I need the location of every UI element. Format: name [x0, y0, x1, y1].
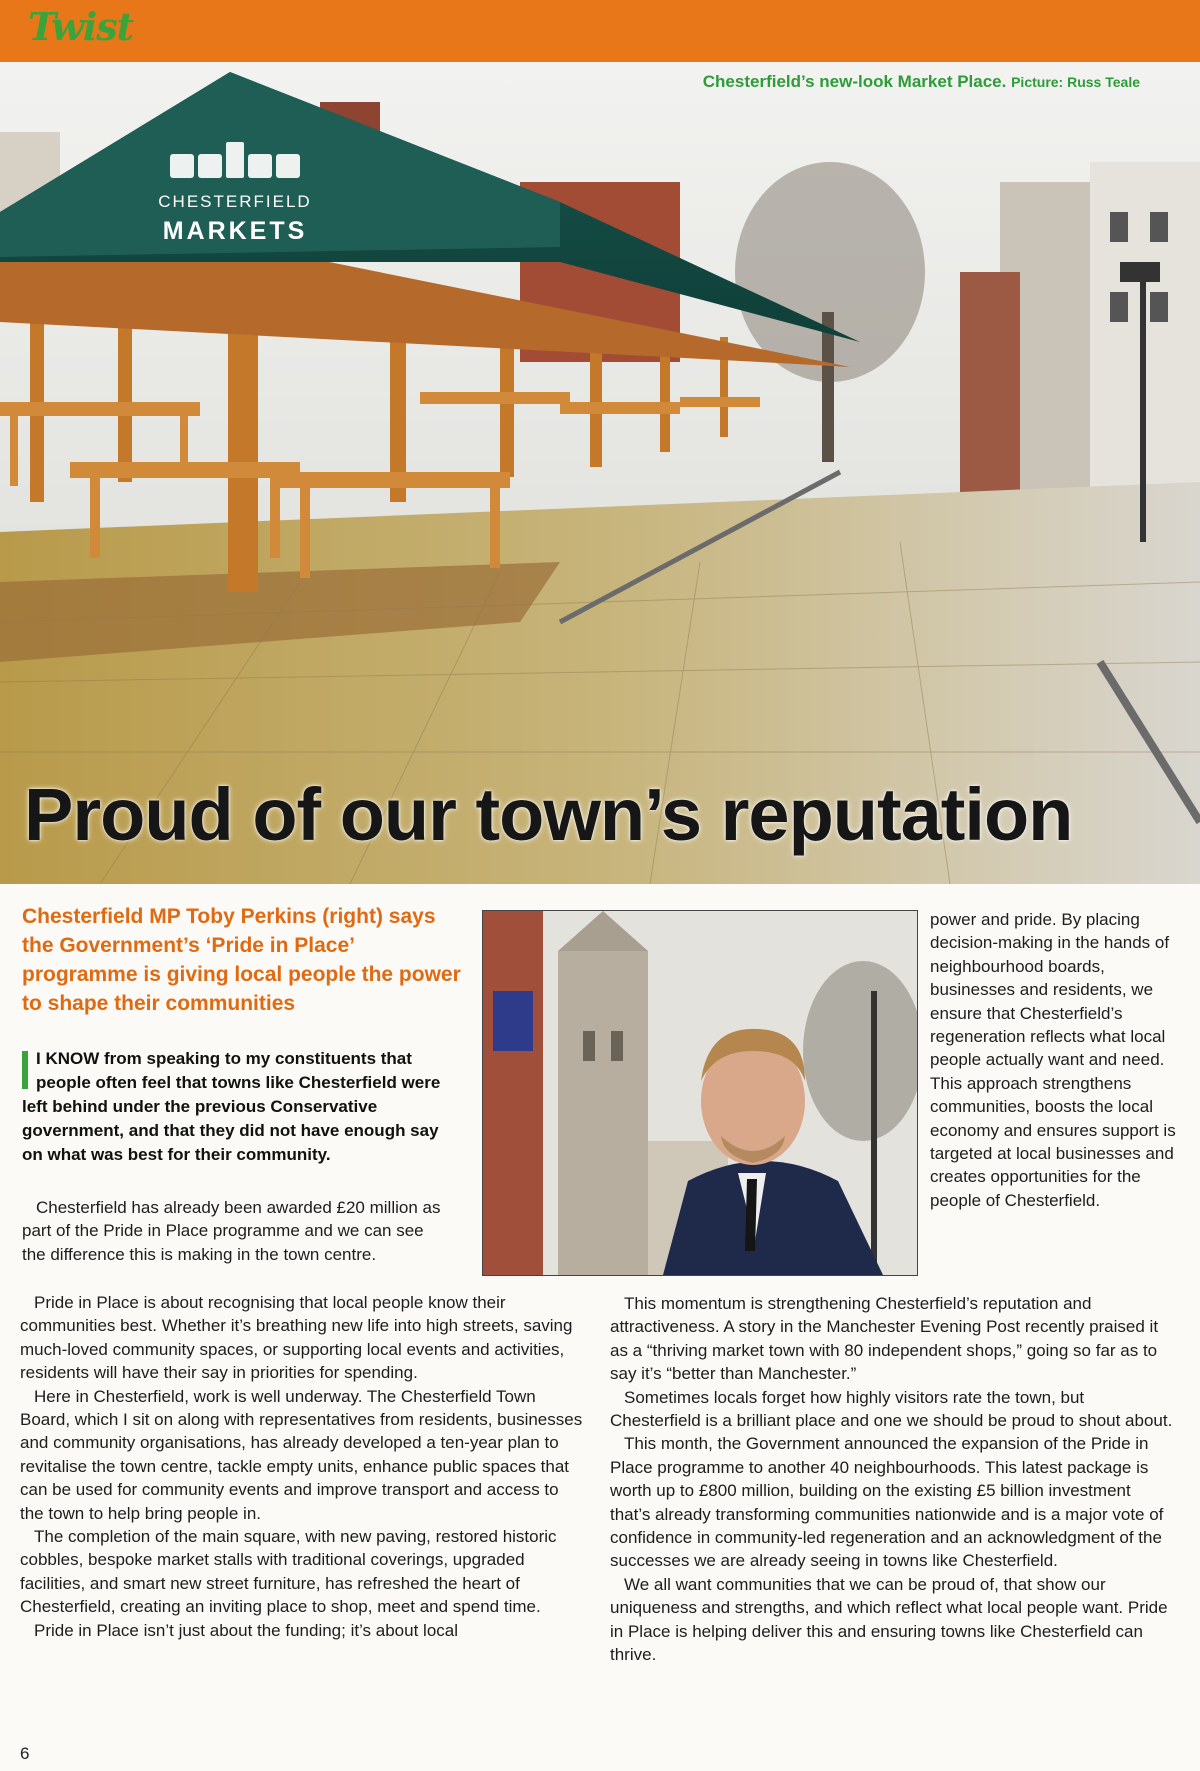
- column-2-narrow: [930, 908, 1180, 1212]
- mp-portrait-photo: [482, 910, 918, 1276]
- drop-cap-bar: [22, 1051, 28, 1089]
- standfirst: Chesterfield MP Toby Perkins (right) says the Government’s ‘Pride in Place’ programme is giving local people the power to shape their communities: [22, 905, 461, 1015]
- page-number: 6: [20, 1744, 30, 1763]
- column-1: [20, 1291, 586, 1642]
- photo-credit: Picture: Russ Teale: [1011, 74, 1140, 90]
- canopy-sign-line2: MARKETS: [162, 217, 308, 245]
- body-paragraph: This momentum is strengthening Chesterfield’s reputation and attractiveness. A story in the Manchester Evening Post recently praised it as a “thriving market town with 80 independent shops,” going so far as to say it’s “better than Manchester.”: [610, 1294, 1159, 1384]
- body-paragraph: Chesterfield has already been awarded £20 million as part of the Pride in Place programme and we can see the difference this is making in the town centre.: [22, 1198, 441, 1264]
- column-1-narrow: [22, 1196, 442, 1266]
- body-paragraph: We all want communities that we can be proud of, that show our uniqueness and strengths, and which reflect what local people want. Pride in Place is helping deliver this and ensuring towns like Chesterfield can thrive.: [610, 1574, 1168, 1665]
- market-place-illustration: [0, 62, 1200, 884]
- portrait-illustration: [483, 911, 917, 1275]
- headline: Proud of our town’s reputation: [24, 773, 1073, 856]
- photo-caption: [703, 72, 1140, 92]
- body-paragraph: Pride in Place isn’t just about the funding; it’s about local: [34, 1620, 459, 1640]
- body-paragraph: This month, the Government announced the expansion of the Pride in Place programme to another 40 neighbourhoods. This latest package is worth up to £800 million, building on the existing £5 billion investment that’s already transforming communities nationwide and is a major vote of confidence in community-led regeneration and an acknowledgment of the successes we are already seeing in towns like Chesterfield.: [610, 1434, 1164, 1571]
- lead-paragraph: [22, 1047, 452, 1167]
- column-2: [610, 1292, 1175, 1667]
- caption-text: Chesterfield’s new-look Market Place.: [702, 72, 1007, 91]
- canopy-sign-line1: CHESTERFIELD: [158, 192, 312, 211]
- twist-logo: Twist: [28, 4, 134, 49]
- body-paragraph: Sometimes locals forget how highly visitors rate the town, but Chesterfield is a brilliant place and one we should be proud to shout about.: [610, 1387, 1173, 1431]
- body-paragraph: power and pride. By placing decision-making in the hands of neighbourhood boards, businesses and residents, we ensure that Chesterfield’s regeneration reflects what local people actually want and need. This approach strengthens communities, boosts the local economy and ensures support is targeted at local businesses and creates opportunities for the people of Chesterfield.: [930, 910, 1176, 1210]
- body-paragraph: Pride in Place is about recognising that local people know their communities best. Whether it’s breathing new life into high streets, saving much-loved community spaces, or supporting local events and activities, residents will have their say in priorities for spending.: [20, 1293, 573, 1383]
- masthead-bar: [0, 0, 1200, 62]
- lead-text: I KNOW from speaking to my constituents that people often feel that towns like Chesterfield were left behind under the previous Conservative government, and that they did not have enough say on what was best for their community.: [22, 1049, 441, 1164]
- body-paragraph: Here in Chesterfield, work is well underway. The Chesterfield Town Board, which I sit on along with representatives from residents, businesses and community organisations, has already developed a ten-year plan to revitalise the town centre, tackle empty units, enhance public spaces that can be used for community events and improve transport and access to the town to help bring people in.: [20, 1386, 583, 1523]
- body-paragraph: The completion of the main square, with new paving, restored historic cobbles, bespoke market stalls with traditional coverings, upgraded facilities, and smart new street furniture, has refreshed the heart of Chesterfield, creating an inviting place to shop, meet and spend time.: [20, 1527, 557, 1617]
- hero-photo: [0, 62, 1200, 884]
